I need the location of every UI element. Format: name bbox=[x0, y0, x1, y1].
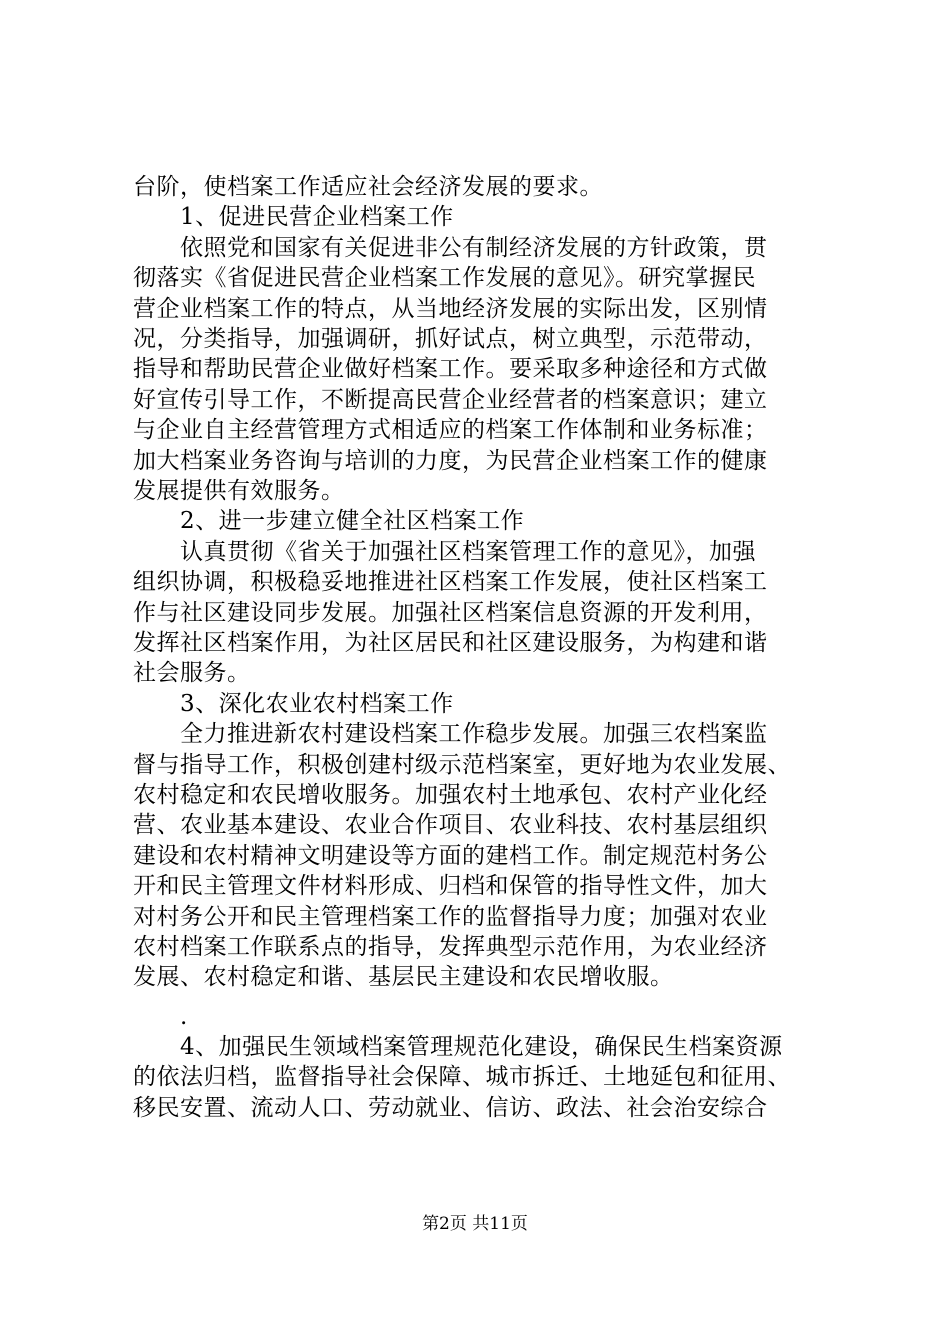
text-line: 督与指导工作，积极创建村级示范档案室，更好地为农业发展、 bbox=[133, 752, 791, 778]
text-line: 加大档案业务咨询与培训的力度，为民营企业档案工作的健康 bbox=[133, 448, 768, 474]
text-line: 营、农业基本建设、农业合作项目、农业科技、农村基层组织 bbox=[133, 812, 768, 838]
text-line: 好宣传引导工作，不断提高民营企业经营者的档案意识；建立 bbox=[133, 387, 768, 413]
text-line: 开和民主管理文件材料形成、归档和保管的指导性文件，加大 bbox=[133, 873, 768, 899]
text-line: 移民安置、流动人口、劳动就业、信访、政法、社会治安综合 bbox=[133, 1095, 768, 1121]
section-heading: 3、深化农业农村档案工作 bbox=[133, 691, 454, 717]
text-line: 认真贯彻《省关于加强社区档案管理工作的意见》，加强 bbox=[133, 539, 756, 565]
text-line: 发展提供有效服务。 bbox=[133, 478, 345, 504]
text-line: 作与社区建设同步发展。加强社区档案信息资源的开发利用， bbox=[133, 600, 768, 626]
text-line: 对村务公开和民主管理档案工作的监督指导力度；加强对农业 bbox=[133, 904, 768, 930]
text-line: 4、加强民生领域档案管理规范化建设，确保民生档案资源 bbox=[133, 1034, 783, 1060]
text-line: 发展、农村稳定和谐、基层民主建设和农民增收服。 bbox=[133, 964, 674, 990]
section-heading: 1、促进民营企业档案工作 bbox=[133, 204, 454, 230]
text-line: 营企业档案工作的特点，从当地经济发展的实际出发，区别情 bbox=[133, 296, 768, 322]
text-line: 发挥社区档案作用，为社区居民和社区建设服务，为构建和谐 bbox=[133, 630, 768, 656]
text-line: 农村档案工作联系点的指导，发挥典型示范作用，为农业经济 bbox=[133, 934, 768, 960]
text-line: 台阶，使档案工作适应社会经济发展的要求。 bbox=[133, 174, 603, 200]
text-line: 社会服务。 bbox=[133, 660, 251, 686]
section-heading: 2、进一步建立健全社区档案工作 bbox=[133, 508, 525, 534]
text-line: 全力推进新农村建设档案工作稳步发展。加强三农档案监 bbox=[133, 721, 768, 747]
text-line: 与企业自主经营管理方式相适应的档案工作体制和业务标准； bbox=[133, 417, 768, 443]
page-number-footer: 第2页 共11页 bbox=[422, 1214, 528, 1234]
text-line: 建设和农村精神文明建设等方面的建档工作。制定规范村务公 bbox=[133, 843, 768, 869]
text-line: 农村稳定和农民增收服务。加强农村土地承包、农村产业化经 bbox=[133, 782, 768, 808]
text-line: 况，分类指导，加强调研，抓好试点，树立典型，示范带动， bbox=[133, 326, 768, 352]
text-line: 彻落实《省促进民营企业档案工作发展的意见》。研究掌握民 bbox=[133, 265, 756, 291]
text-line: 指导和帮助民营企业做好档案工作。要采取多种途径和方式做 bbox=[133, 356, 768, 382]
text-line: 的依法归档，监督指导社会保障、城市拆迁、土地延包和征用、 bbox=[133, 1064, 791, 1090]
text-line: 依照党和国家有关促进非公有制经济发展的方针政策，贯 bbox=[133, 235, 768, 261]
text-line: 组织协调，积极稳妥地推进社区档案工作发展，使社区档案工 bbox=[133, 569, 768, 595]
stray-dot: . bbox=[133, 1004, 188, 1030]
